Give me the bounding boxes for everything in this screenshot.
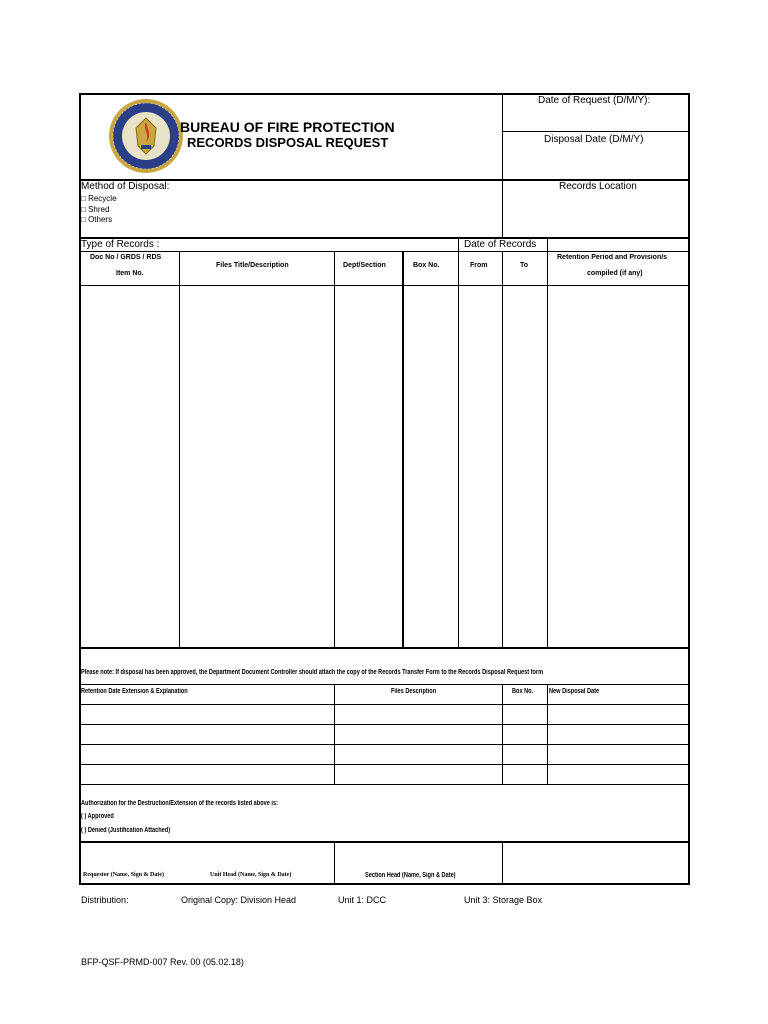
type-of-records-label: Type of Records : xyxy=(81,239,160,250)
col-doc-no: Doc No / GRDS / RDS xyxy=(90,254,162,261)
method-of-disposal-label: Method of Disposal: xyxy=(81,181,170,192)
distribution-unit1: Unit 1: DCC xyxy=(338,895,387,905)
disposal-date-label: Disposal Date (D/M/Y) xyxy=(544,134,644,145)
approval-note: Please note: If disposal has been approved, the Department Document Controller should attach the copy of the Records Transfer Form to the Records Disposal Request form xyxy=(81,669,544,676)
method-option-shred[interactable]: □ Shred xyxy=(81,205,110,214)
records-location-label: Records Location xyxy=(559,181,637,192)
col-retention: Retention Period and Provision/s xyxy=(557,254,668,261)
col-from: From xyxy=(470,262,488,269)
authorization-text: Authorization for the Destruction/Extension of the records listed above is: xyxy=(81,800,278,807)
col-ext-box-no: Box No. xyxy=(512,688,534,695)
checkbox-icon: □ xyxy=(81,215,89,224)
unit-head-signature-label: Unit Head (Name, Sign & Date) xyxy=(210,872,292,878)
date-of-records-label: Date of Records xyxy=(464,239,537,250)
checkbox-icon: □ xyxy=(81,194,89,203)
form-code: BFP-QSF-PRMD-007 Rev. 00 (05.02.18) xyxy=(81,957,244,967)
method-option-others[interactable]: □ Others xyxy=(81,215,113,224)
denied-option[interactable]: ( ) Denied (Justification Attached) xyxy=(81,827,171,834)
col-doc-no-item: Item No. xyxy=(116,270,144,277)
col-new-disposal-date: New Disposal Date xyxy=(549,688,600,695)
approved-option[interactable]: ( ) Approved xyxy=(81,813,114,820)
col-retention-2: compiled (if any) xyxy=(587,270,643,277)
checkbox-icon: □ xyxy=(81,205,89,214)
form-subtitle: RECORDS DISPOSAL REQUEST xyxy=(187,135,389,150)
distribution-original: Original Copy: Division Head xyxy=(181,895,297,905)
col-files-description: Files Description xyxy=(391,688,437,695)
col-extension-explanation: Retention Date Extension & Explanation xyxy=(81,688,188,695)
col-to: To xyxy=(520,262,529,269)
col-dept-section: Dept/Section xyxy=(343,262,386,269)
col-box-no: Box No. xyxy=(413,262,440,269)
bfp-seal-logo xyxy=(108,98,184,174)
form-title: BUREAU OF FIRE PROTECTION xyxy=(180,119,395,135)
date-of-request-label: Date of Request (D/M/Y): xyxy=(538,95,651,106)
col-files-title: Files Title/Description xyxy=(216,262,289,269)
section-head-signature-label: Section Head (Name, Sign & Date) xyxy=(365,872,456,879)
method-option-recycle[interactable]: □ Recycle xyxy=(81,194,117,203)
distribution-unit3: Unit 3: Storage Box xyxy=(464,895,543,905)
distribution-label: Distribution: xyxy=(81,895,129,905)
requestor-signature-label: Requestor (Name, Sign & Date) xyxy=(83,872,165,878)
